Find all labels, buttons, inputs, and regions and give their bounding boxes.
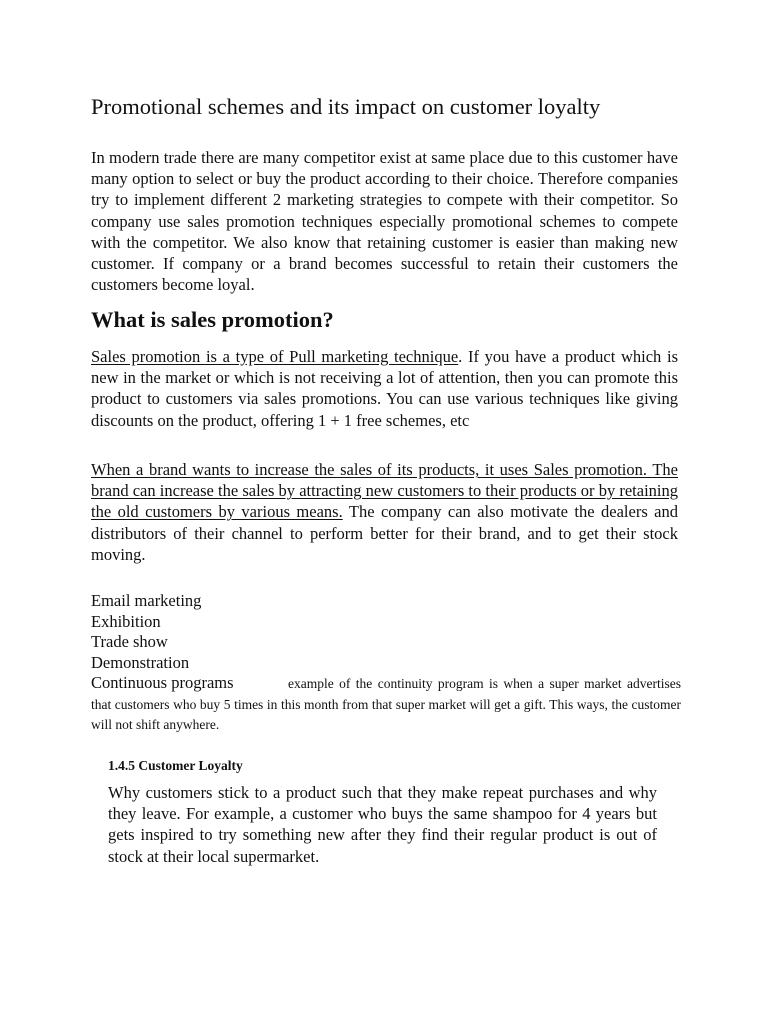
section-heading: What is sales promotion? (91, 307, 334, 332)
continuous-programs-label: Continuous programs (91, 673, 234, 692)
brand-sales-text: The company can also motivate the dealers and distributors of their channel to perform better for their brand, and to get their stock moving. (91, 502, 679, 564)
definition-text: . If you have a product which is new in the market or which is not receiving a lot of attention, then you can promote this product to customers via sales promotions. You can use various techniques like giving discounts on the product, offering 1 + 1 free schemes, etc (91, 347, 678, 430)
definition-underlined-text: Sales promotion is a type of Pull marketing technique (91, 347, 459, 366)
list-item-email-marketing: Email marketing (91, 591, 202, 610)
list-item-continuous-programs (91, 673, 681, 735)
list-item-demonstration: Demonstration (91, 652, 190, 672)
customer-loyalty-paragraph: Why customers stick to a product such that they make repeat purchases and why they leave. For example, a customer who buys the same shampoo for 4 years but gets inspired to try something new after they find their regular product is out of stock at their local supermarket. (108, 783, 657, 866)
sales-promotion-definition (91, 346, 678, 431)
promotion-methods-list (91, 591, 681, 735)
brand-sales-paragraph (91, 459, 678, 565)
page-title: Promotional schemes and its impact on customer loyalty (91, 94, 601, 119)
subsection-heading: 1.4.5 Customer Loyalty (108, 758, 243, 773)
list-item-exhibition: Exhibition (91, 611, 161, 631)
intro-paragraph: In modern trade there are many competitor exist at same place due to this customer have many option to select or buy the product according to their choice. Therefore companies try to implement different 2 marketing strategies to compete with their competitor. So company use sales promotion techniques especially promotional schemes to compete with the competitor. We also know that retaining customer is easier than making new customer. If company or a brand becomes successful to retain their customers the customers become loyal. (91, 148, 678, 295)
brand-sales-underlined-text: When a brand wants to increase the sales of its products, it uses Sales promotion. The brand can increase the sales by attracting new customers to their products or by retaining the old customers by various means. (91, 460, 678, 522)
continuity-program-example: example of the continuity program is when a super market advertises that customers who buy 5 times in this month from that super market will get a gift. This ways, the customer will not shift anywhere. (91, 676, 681, 732)
list-item-trade-show: Trade show (91, 632, 168, 651)
